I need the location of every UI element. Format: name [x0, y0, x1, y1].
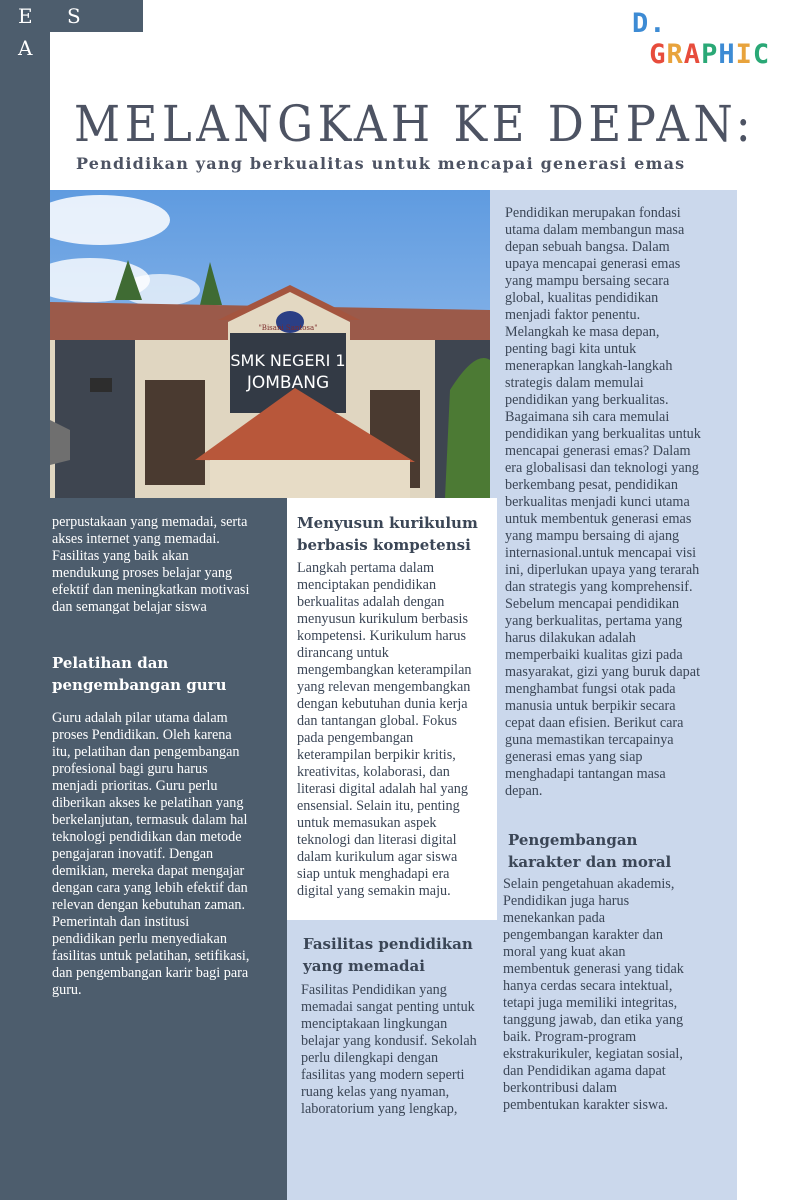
school-building-photo — [50, 190, 490, 498]
text-line: untuk memasukan aspek — [297, 815, 437, 831]
sign-line-1: SMK NEGERI 1 — [230, 351, 346, 370]
text-line: Pemerintah dan institusi — [52, 914, 190, 930]
text-line: kompetensi. Kurikulum harus — [297, 628, 467, 644]
left-accent-strip — [0, 0, 50, 520]
text-line: demikian, mereka dapat mengajar — [52, 863, 245, 879]
text-line: itu, pelatihan dan pengembangan — [52, 744, 240, 760]
text-line: masyarakat, gizi yang buruk dapat — [505, 664, 701, 680]
logo-letter: G — [649, 39, 667, 70]
text-line: perlu dilengkapi dengan — [301, 1050, 439, 1066]
logo-letter: R — [666, 39, 684, 70]
text-line: relevan dengan kebutuhan zaman. — [52, 897, 246, 913]
text-line: penting bagi kita untuk — [505, 341, 637, 357]
facilities-paragraph — [301, 982, 496, 1118]
text-line: berkelanjutan, termasuk dalam hal — [52, 812, 248, 828]
text-line: ensensial. Selain itu, penting — [297, 798, 460, 814]
text-line: internasional.untuk mencapai visi — [505, 545, 697, 561]
text-line: menghadapi tantangan masa — [505, 766, 666, 782]
heading-line: Pengembangan — [508, 831, 638, 849]
text-line: dan semangat belajar siswa — [52, 599, 207, 615]
text-line: teknologi dan literasi digital — [297, 832, 457, 848]
character-paragraph — [503, 876, 735, 1114]
text-line: menekankan pada — [503, 910, 606, 926]
text-line: yang mampu bersaing di ajang — [505, 528, 680, 544]
text-line: depan. — [505, 783, 543, 799]
logo-letter: D — [632, 8, 650, 39]
logo-letter: I — [735, 39, 753, 70]
heading-line: yang memadai — [303, 957, 425, 975]
text-line: dan tantangan global. Fokus — [297, 713, 457, 729]
heading-line: berbasis kompetensi — [297, 536, 471, 554]
heading-line: Pelatihan dan — [52, 654, 169, 672]
text-line: digital yang semakin maju. — [297, 883, 451, 899]
text-line: berkualitas adalah dengan — [297, 594, 445, 610]
text-line: upaya mencapai generasi emas — [505, 256, 681, 272]
text-line: Langkah pertama dalam — [297, 560, 435, 576]
logo-letter: H — [718, 39, 736, 70]
text-line: literasi digital adalah hal yang — [297, 781, 468, 797]
text-line: cepat daan efisien. Berikut cara — [505, 715, 684, 731]
text-line: menerapkan langkah-langkah — [505, 358, 673, 374]
text-line: memadai sangat penting untuk — [301, 999, 475, 1015]
text-line: dengan kebutuhan dunia kerja — [297, 696, 468, 712]
logo-letter: P — [701, 39, 719, 70]
text-line: efektif dan meningkatkan motivasi — [52, 582, 250, 598]
text-line: strategis dalam memulai — [505, 375, 644, 391]
text-line: dan Pendidikan agama dapat — [503, 1063, 666, 1079]
text-line: pembentukan karakter siswa. — [503, 1097, 669, 1113]
text-line: berkembang pesat, pendidikan — [505, 477, 678, 493]
text-line: akses internet yang memadai. — [52, 531, 220, 547]
heading-line: karakter dan moral — [508, 853, 672, 871]
text-line: harus dilakukan adalah — [505, 630, 636, 646]
text-line: moral yang kuat akan — [503, 944, 626, 960]
text-line: Fasilitas Pendidikan yang — [301, 982, 447, 998]
text-line: mengembangkan keterampilan — [297, 662, 472, 678]
text-line: proses Pendidikan. Oleh karena — [52, 727, 232, 743]
text-line: mencapai generasi emas? Dalam — [505, 443, 691, 459]
text-line: laboratorium yang lengkap, — [301, 1101, 458, 1117]
text-line: guru. — [52, 982, 82, 998]
logo-letter: . — [649, 8, 667, 39]
text-line: tetapi juga memiliki integritas, — [503, 995, 678, 1011]
text-line: global, kualitas pendidikan — [505, 290, 659, 306]
text-line: belajar yang kondusif. Sekolah — [301, 1033, 477, 1049]
teacher-training-paragraph — [52, 710, 284, 999]
text-line: Pendidikan merupakan fondasi — [505, 205, 681, 221]
text-line: dalam kurikulum agar siswa — [297, 849, 458, 865]
text-line: guna memastikan tercapainya — [505, 732, 674, 748]
text-line: profesional bagi guru harus — [52, 761, 208, 777]
brand-logo — [632, 8, 800, 70]
text-line: menyusun kurikulum berbasis — [297, 611, 469, 627]
text-line: pendidikan perlu menyediakan — [52, 931, 227, 947]
text-line: Pendidikan juga harus — [503, 893, 630, 909]
heading-teacher-training — [52, 652, 284, 696]
introduction-paragraph — [505, 205, 735, 800]
curriculum-paragraph — [297, 560, 492, 900]
stone-wall-left — [55, 340, 135, 498]
text-line: pendidikan yang berkualitas untuk — [505, 426, 701, 442]
window — [145, 380, 205, 485]
text-line: ekstrakurikuler, kegiatan sosial, — [503, 1046, 683, 1062]
text-line: pendidikan yang berkualitas. — [505, 392, 669, 408]
text-line: ini, diperlukan upaya yang terarah — [505, 562, 700, 578]
text-line: fasilitas untuk pelatihan, setifikasi, — [52, 948, 250, 964]
text-line: baik. Program-program — [503, 1029, 637, 1045]
text-line: memperbaiki kualitas gizi pada — [505, 647, 683, 663]
text-line: siap untuk menghadapi era — [297, 866, 450, 882]
heading-line: Menyusun kurikulum — [297, 514, 478, 532]
text-line: menciptakaan lingkungan — [301, 1016, 448, 1032]
text-line: manusia untuk berpikir secara — [505, 698, 676, 714]
section-label: E S A I — [0, 0, 143, 32]
logo-letter — [632, 39, 649, 70]
text-line: mendukung proses belajar yang — [52, 565, 233, 581]
text-line: Fasilitas yang baik akan — [52, 548, 189, 564]
text-line: membentuk generasi yang tidak — [503, 961, 684, 977]
text-line: Bagaimana sih cara memulai — [505, 409, 670, 425]
text-line: pengembangan karakter dan — [503, 927, 663, 943]
text-line: depan sebuah bangsa. Dalam — [505, 239, 670, 255]
text-line: Sebelum mencapai pendidikan — [505, 596, 680, 612]
window — [90, 378, 112, 392]
sign-line-2: JOMBANG — [246, 373, 330, 393]
text-line: berkualitas menjadi kunci utama — [505, 494, 690, 510]
text-line: perpustakaan yang memadai, serta — [52, 514, 248, 530]
heading-line: Fasilitas pendidikan — [303, 935, 473, 953]
text-line: dirancang untuk — [297, 645, 389, 661]
text-line: pengajaran inovatif. Dengan — [52, 846, 214, 862]
text-line: untuk membentuk generasi emas — [505, 511, 692, 527]
heading-line: pengembangan guru — [52, 676, 227, 694]
sign-motto: "Bisani Santosa" — [258, 324, 318, 332]
text-line: hanya cerdas secara intektual, — [503, 978, 673, 994]
text-line: era globalisasi dan teknologi yang — [505, 460, 699, 476]
heading-character — [508, 829, 733, 873]
text-line: menciptakan pendidikan — [297, 577, 437, 593]
text-line: generasi emas yang siap — [505, 749, 643, 765]
heading-facilities — [303, 933, 493, 977]
text-line: Selain pengetahuan akademis, — [503, 876, 675, 892]
text-line: Melangkah ke masa depan, — [505, 324, 660, 340]
page-title: MELANGKAH KE DEPAN: — [74, 95, 756, 153]
text-line: utama dalam membangun masa — [505, 222, 685, 238]
text-line: menjadi prioritas. Guru perlu — [52, 778, 218, 794]
text-line: kreativitas, kolaborasi, dan — [297, 764, 450, 780]
text-line: berkontribusi dalam — [503, 1080, 617, 1096]
text-line: fasilitas yang modern seperti — [301, 1067, 465, 1083]
text-line: teknologi pendidikan dan metode — [52, 829, 242, 845]
text-line: Guru adalah pilar utama dalam — [52, 710, 228, 726]
text-line: keterampilan berpikir kritis, — [297, 747, 456, 763]
text-line: yang mampu bersaing secara — [505, 273, 670, 289]
text-line: dan strategis yang komprehensif. — [505, 579, 693, 595]
logo-letter: C — [752, 39, 771, 70]
text-line: yang berkualitas, pertama yang — [505, 613, 683, 629]
text-line: pada pengembangan — [297, 730, 414, 746]
text-line: menjadi faktor penentu. — [505, 307, 641, 323]
left-intro-paragraph — [52, 514, 284, 616]
text-line: ruang kelas yang nyaman, — [301, 1084, 450, 1100]
text-line: tanggung jawab, dan etika yang — [503, 1012, 684, 1028]
text-line: dan pengembangan karir bagi para — [52, 965, 249, 981]
text-line: diberikan akses ke pelatihan yang — [52, 795, 244, 811]
text-line: menghambat fungsi otak pada — [505, 681, 676, 697]
logo-letter: A — [683, 39, 702, 70]
text-line: dengan cara yang lebih efektif dan — [52, 880, 248, 896]
entrance-wall — [210, 460, 410, 498]
heading-curriculum — [297, 512, 492, 556]
text-line: yang relevan mengembangkan — [297, 679, 471, 695]
page-subtitle: Pendidikan yang berkualitas untuk mencapai generasi emas — [76, 154, 686, 173]
